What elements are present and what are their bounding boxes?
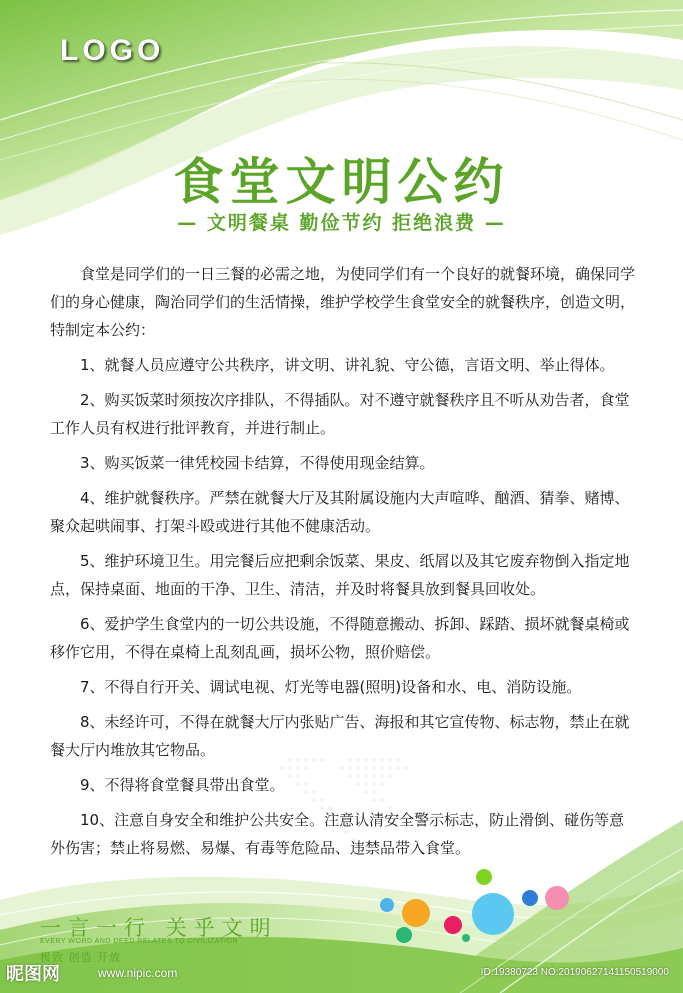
footer-slogan: 一言一行 关乎文明 (40, 916, 278, 940)
rule-10: 10、注意自身安全和维护公共安全。注意认清安全警示标志，防止滑倒、碰伤等意外伤害；禁止将易燃、易爆、有毒等危险品、违禁品带入食堂。 (50, 811, 625, 857)
rule-7: 7、不得自行开关、调试电视、灯光等电器(照明)设备和水、电、消防设施。 (80, 678, 582, 696)
intro-paragraph: 食堂是同学们的一日三餐的必需之地，为使同学们有一个良好的就餐环境，确保同学们的身心健康，陶治同学们的生活情操，维护学校学生食堂安全的就餐秩序，创造文明，特制定本公约： (50, 265, 636, 339)
dot-green-small (476, 869, 492, 885)
rule-6: 6、爱护学生食堂内的一切公共设施，不得随意搬动、拆卸、踩踏、损坏就餐桌椅或移作它用，不得在桌椅上乱刻乱画，损坏公物，照价赔偿。 (50, 615, 630, 661)
watermark-url: www.nipic.com (98, 966, 178, 980)
rule-5: 5、维护环境卫生。用完餐后应把剩余饭菜、果皮、纸屑以及其它废弃物倒入指定地点，保持桌面、地面的干净、卫生、清洁，并及时将餐具放到餐具回收处。 (50, 552, 630, 598)
watermark-id: ID:19380723 NO:20190627141150519000 (480, 967, 669, 978)
convention-body (50, 260, 638, 869)
dot-green-tiny (462, 934, 470, 942)
page-title: 食堂文明公约 (173, 153, 510, 211)
rule-3: 3、购买饭菜一律凭校园卡结算，不得使用现金结算。 (80, 454, 435, 472)
rule-8: 8、未经许可，不得在就餐大厅内张贴广告、海报和其它宣传物、标志物，禁止在就餐大厅内堆放其它物品。 (50, 713, 630, 759)
rule-4: 4、维护就餐秩序。严禁在就餐大厅及其附属设施内大声喧哗、酗酒、猜拳、赌博、聚众起哄闹事、打架斗殴或进行其他不健康活动。 (50, 489, 630, 535)
footer-slogan-english: EVERY WORD AND DEED RELATES TO CIVILIZATION (40, 938, 239, 945)
dot-orange (402, 899, 430, 927)
rule-2: 2、购买饭菜时须按次序排队，不得插队。对不遵守就餐秩序且不听从劝告者，食堂工作人员有权进行批评教育，并进行制止。 (50, 391, 630, 437)
logo-text: LOGO (60, 34, 165, 67)
footer-tagline: 极致 创造 开放 (40, 951, 121, 964)
rule-9: 9、不得将食堂餐具带出食堂。 (80, 776, 285, 794)
dot-teal (396, 927, 412, 943)
page-subtitle: — 文明餐桌 勤俭节约 拒绝浪费 — (177, 212, 506, 234)
dot-pink (545, 886, 569, 910)
watermark-logo: 昵图网 (6, 964, 60, 985)
dot-magenta (444, 916, 462, 934)
rule-1: 1、就餐人员应遵守公共秩序，讲文明、讲礼貌、守公德，言语文明、举止得体。 (80, 356, 615, 374)
dot-blue-small (380, 898, 394, 912)
dot-cyan-large (472, 893, 514, 935)
dot-blue-mid (522, 890, 538, 906)
